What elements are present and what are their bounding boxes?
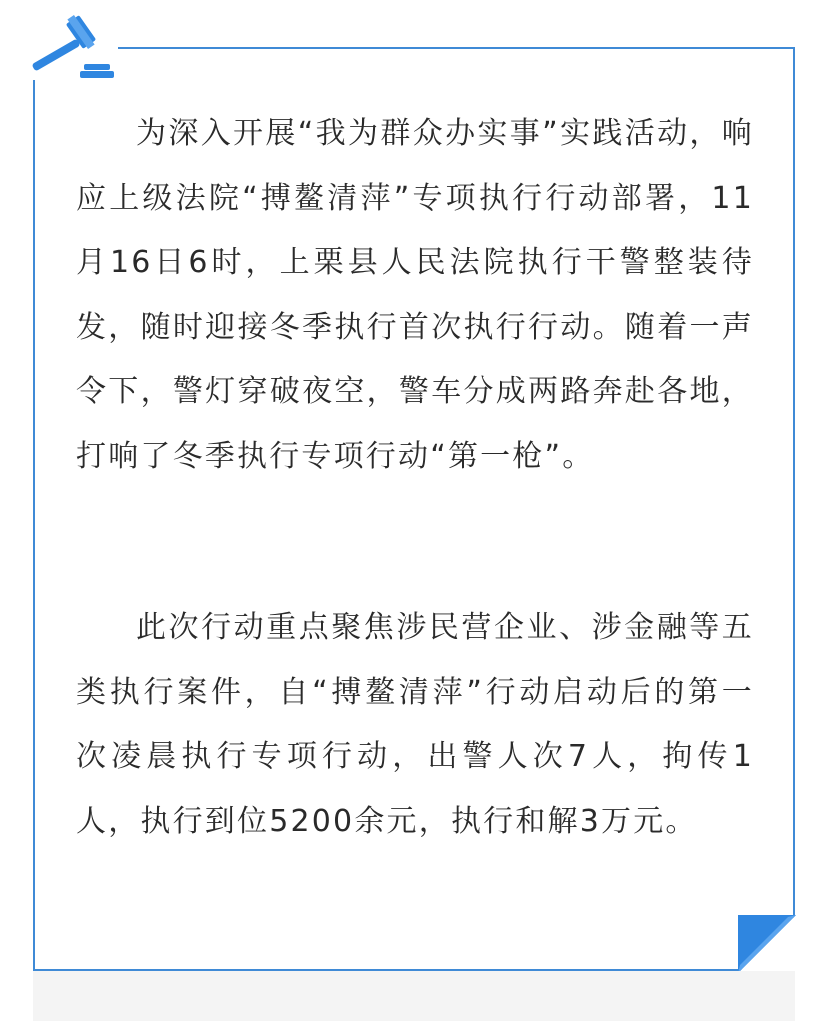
paragraph-1: 为深入开展“我为群众办实事”实践活动，响应上级法院“搏鳌清萍”专项执行行动部署，11月16日6时，上栗县人民法院执行干警整装待发，随时迎接冬季执行首次执行行动。随着一声令下，警灯穿破夜空，警车分成两路奔赴各地，打响了冬季执行专项行动“第一枪”。 xyxy=(76,116,754,474)
bottom-shade xyxy=(33,971,795,1021)
page-corner-fold-icon xyxy=(738,915,796,973)
paragraph-2: 此次行动重点聚焦涉民营企业、涉金融等五类执行案件，自“搏鳌清萍”行动启动后的第一次凌晨执行专项行动，出警人次7人，拘传1人，执行到位5200余元，执行和解3万元。 xyxy=(76,610,754,839)
gavel-icon xyxy=(26,14,118,80)
